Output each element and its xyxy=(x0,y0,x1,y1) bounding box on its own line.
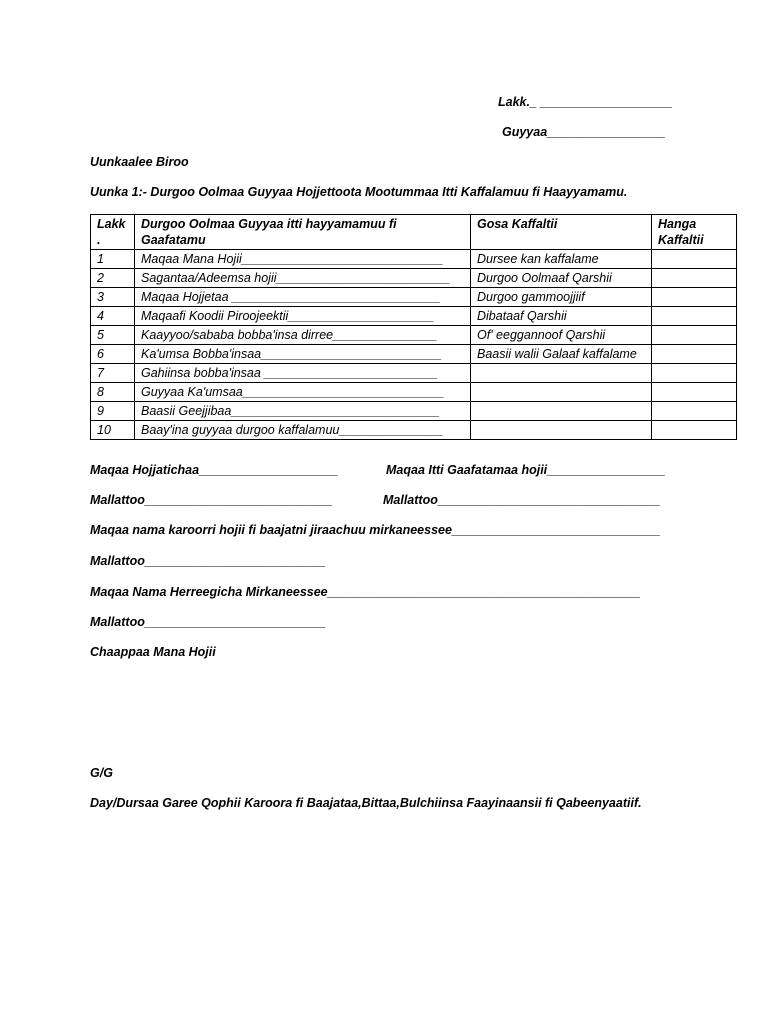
signature-field-employee[interactable]: Mallattoo___________________________ xyxy=(90,493,333,507)
table-row xyxy=(91,307,737,326)
row-number: 8 xyxy=(91,383,135,402)
table-row xyxy=(91,250,737,269)
table-row xyxy=(91,402,737,421)
row-type: Of' eeggannoof Qarshii xyxy=(471,326,652,345)
row-type: Durgoo Oolmaaf Qarshii xyxy=(471,269,652,288)
row-number: 7 xyxy=(91,364,135,383)
row-item[interactable]: Ka'umsa Bobba'insaa__________________________ xyxy=(135,345,471,364)
row-amount[interactable] xyxy=(652,307,737,326)
row-number: 9 xyxy=(91,402,135,421)
table-header-row xyxy=(91,215,737,250)
row-amount[interactable] xyxy=(652,421,737,440)
row-item[interactable]: Kaayyoo/sababa bobba'insa dirree_______________ xyxy=(135,326,471,345)
recipient-line: Day/Dursaa Garee Qophii Karoora fi Baajataa,Bittaa,Bulchiinsa Faayinaansii fi Qabeenyaatiif. xyxy=(90,796,642,810)
responsible-name-field[interactable]: Maqaa Itti Gaafatamaa hojii_________________ xyxy=(386,463,666,477)
row-amount[interactable] xyxy=(652,345,737,364)
stamp-label: Chaappaa Mana Hojii xyxy=(90,645,216,659)
header-item: Durgoo Oolmaa Guyyaa itti hayyamamuu fi Gaafatamu xyxy=(135,215,471,250)
table-row xyxy=(91,345,737,364)
row-type: Durgoo gammoojjiif xyxy=(471,288,652,307)
table-row xyxy=(91,364,737,383)
row-type: Dursee kan kaffalame xyxy=(471,250,652,269)
table-row xyxy=(91,269,737,288)
header-amount: Hanga Kaffaltii xyxy=(652,215,737,250)
guyyaa-line: Guyyaa_________________ xyxy=(502,125,666,139)
header-lakk: Lakk . xyxy=(91,215,135,250)
lakk-line: Lakk._ ___________________ xyxy=(498,95,673,109)
table-row xyxy=(91,383,737,402)
table-row xyxy=(91,326,737,345)
row-amount[interactable] xyxy=(652,250,737,269)
signature-field-responsible[interactable]: Mallattoo________________________________ xyxy=(383,493,661,507)
signature-field-planner[interactable]: Mallattoo__________________________ xyxy=(90,554,326,568)
row-amount[interactable] xyxy=(652,383,737,402)
row-item[interactable]: Maqaafi Koodii Piroojeektii_____________________ xyxy=(135,307,471,326)
row-number: 4 xyxy=(91,307,135,326)
row-item[interactable]: Maqaa Hojjetaa ______________________________ xyxy=(135,288,471,307)
row-type: Baasii walii Galaaf kaffalame xyxy=(471,345,652,364)
row-type: Dibataaf Qarshii xyxy=(471,307,652,326)
form-title: Uunka 1:- Durgoo Oolmaa Guyyaa Hojjettoota Mootummaa Itti Kaffalamuu fi Haayyamamu. xyxy=(90,185,628,199)
planner-name-field[interactable]: Maqaa nama karoorri hojii fi baajatni jiraachuu mirkaneessee______________________________ xyxy=(90,523,661,537)
row-number: 1 xyxy=(91,250,135,269)
row-number: 2 xyxy=(91,269,135,288)
cc-label: G/G xyxy=(90,766,113,780)
row-type xyxy=(471,421,652,440)
row-type xyxy=(471,383,652,402)
row-item[interactable]: Baay'ina guyyaa durgoo kaffalamuu_______________ xyxy=(135,421,471,440)
row-amount[interactable] xyxy=(652,326,737,345)
table-row xyxy=(91,288,737,307)
unit-label: Uunkaalee Biroo xyxy=(90,155,189,169)
table-row xyxy=(91,421,737,440)
row-number: 3 xyxy=(91,288,135,307)
row-item[interactable]: Guyyaa Ka'umsaa_____________________________ xyxy=(135,383,471,402)
row-amount[interactable] xyxy=(652,288,737,307)
header-type: Gosa Kaffaltii xyxy=(471,215,652,250)
row-number: 10 xyxy=(91,421,135,440)
row-type xyxy=(471,364,652,383)
signature-field-verifier[interactable]: Mallattoo__________________________ xyxy=(90,615,326,629)
row-number: 6 xyxy=(91,345,135,364)
verifier-name-field[interactable]: Maqaa Nama Herreegicha Mirkaneessee_____________________________________________ xyxy=(90,585,641,599)
row-number: 5 xyxy=(91,326,135,345)
row-item[interactable]: Gahiinsa bobba'insaa _________________________ xyxy=(135,364,471,383)
row-amount[interactable] xyxy=(652,269,737,288)
row-type xyxy=(471,402,652,421)
row-item[interactable]: Sagantaa/Adeemsa hojii_________________________ xyxy=(135,269,471,288)
employee-name-field[interactable]: Maqaa Hojjatichaa____________________ xyxy=(90,463,339,477)
row-amount[interactable] xyxy=(652,364,737,383)
row-item[interactable]: Baasii Geejjibaa______________________________ xyxy=(135,402,471,421)
row-item[interactable]: Maqaa Mana Hojii_____________________________ xyxy=(135,250,471,269)
allowance-table xyxy=(90,214,737,440)
row-amount[interactable] xyxy=(652,402,737,421)
